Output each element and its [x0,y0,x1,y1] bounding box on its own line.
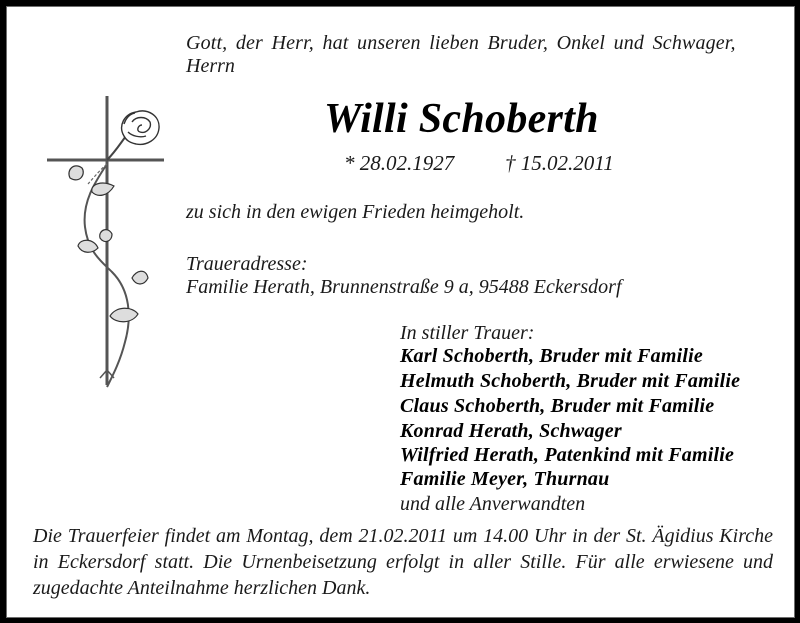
mourner-entry: Konrad Herath, Schwager [400,420,622,442]
taken-home-text: zu sich in den ewigen Frieden heimgeholt. [186,201,525,223]
mourner-entry: Familie Meyer, Thurnau [400,468,610,490]
birth-date: * 28.02.1927 [344,151,455,175]
mourners-label: In stiller Trauer: [400,322,535,344]
mourner-entry: Helmuth Schoberth, Bruder mit Familie [400,370,741,392]
intro-text-herrn: Herrn [186,55,235,77]
mourner-entry: Claus Schoberth, Bruder mit Familie [400,395,715,417]
cross-with-rose-icon [40,92,175,392]
mourning-address: Familie Herath, Brunnenstraße 9 a, 95488 Eckersdorf [186,276,622,298]
mourner-entry: Wilfried Herath, Patenkind mit Familie [400,444,735,466]
mourner-entry: Karl Schoberth, Bruder mit Familie [400,345,703,367]
mourning-address-label: Traueradresse: [186,253,308,275]
death-date: † 15.02.2011 [505,151,614,175]
deceased-name: Willi Schoberth [324,96,599,142]
intro-text: Gott, der Herr, hat unseren lieben Bruder, Onkel und Schwager, [186,32,736,54]
funeral-details-paragraph: Die Trauerfeier findet am Montag, dem 21.02.2011 um 14.00 Uhr in der St. Ägidius Kirche in Eckersdorf statt. Die Urnenbeisetzung erfolgt in aller Stille. Für alle erwiesene und zugedachte Anteilnahme herzlichen Dank. [33,525,773,599]
relatives-text: und alle Anverwandten [400,493,586,515]
